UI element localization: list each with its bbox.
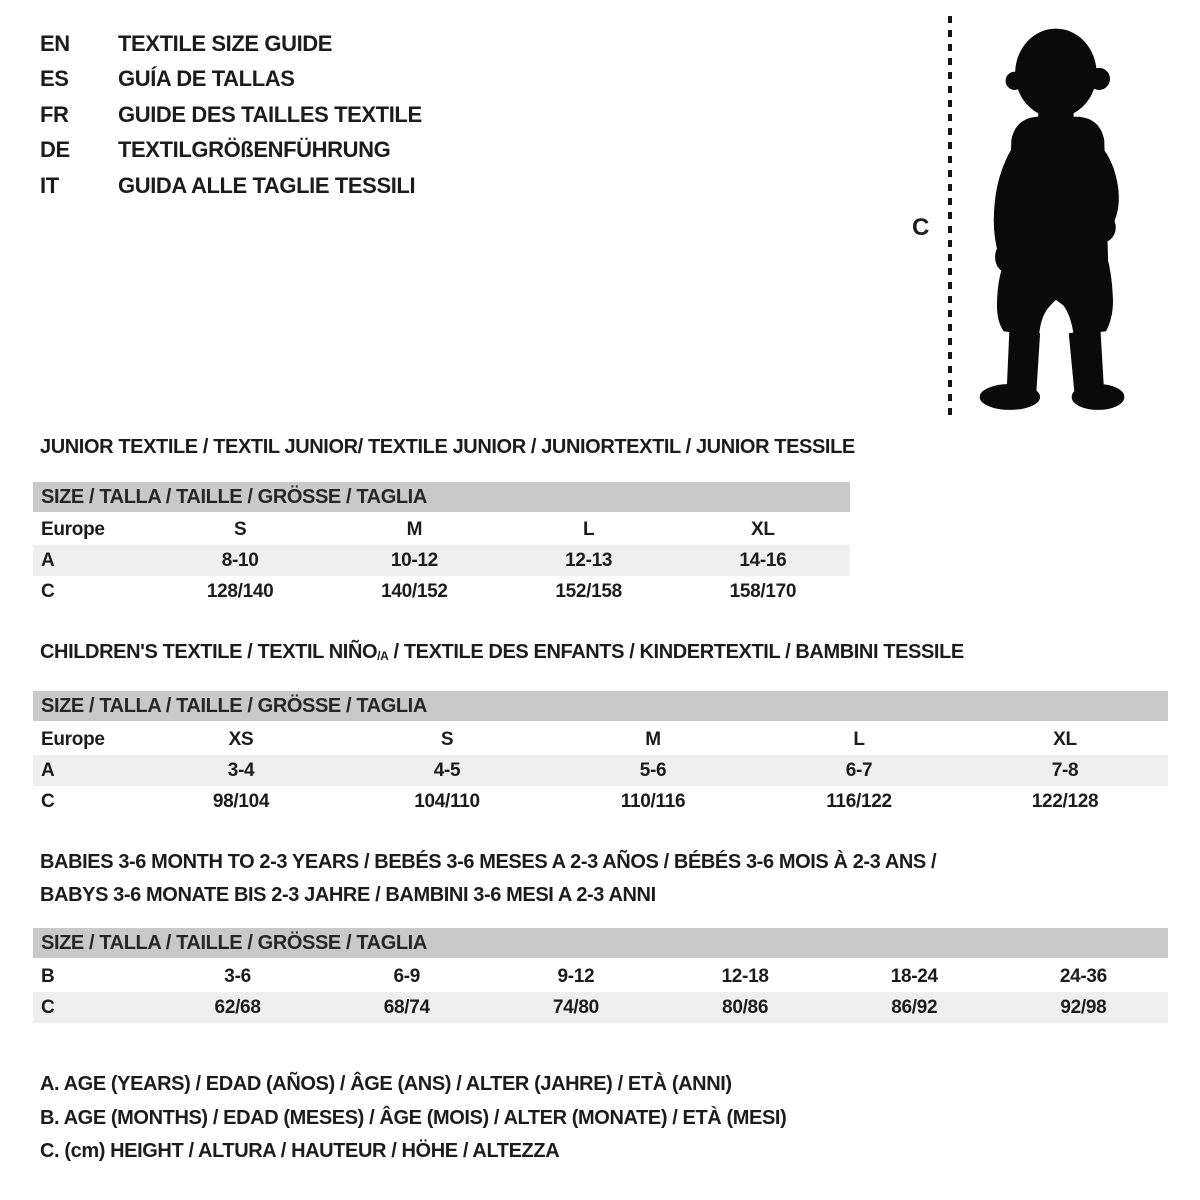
table-row [33,576,850,607]
list-item [40,97,422,133]
row-label: Europe [41,728,105,750]
size-cell: 140/152 [381,580,448,602]
children-size-header-bar: SIZE / TALLA / TAILLE / GRÖSSE / TAGLIA [33,691,1168,721]
size-cell: 4-5 [433,759,461,781]
measure-legend [40,1068,786,1169]
size-cell: XL [751,518,775,540]
size-cell: 24-36 [1059,965,1107,987]
size-cell: 68/74 [383,996,430,1018]
size-cell: M [645,728,661,750]
size-cell: 80/86 [722,996,769,1018]
legend-line-a: A. AGE (YEARS) / EDAD (AÑOS) / ÂGE (ANS) / ALTER (JAHRE) / ETÀ (ANNI) [40,1073,732,1096]
size-cell: 74/80 [552,996,599,1018]
size-cell: S [233,518,247,540]
size-cell: 18-24 [890,965,938,987]
row-label: B [41,965,55,987]
language-code: DE [40,137,70,163]
size-cell: L [853,728,865,750]
children-title-prefix: CHILDREN'S TEXTILE / TEXTIL NIÑO [40,641,378,663]
legend-line-c: C. (cm) HEIGHT / ALTURA / HAUTEUR / HÖHE / ALTEZZA [40,1140,560,1163]
legend-line-b: B. AGE (MONTHS) / EDAD (MESES) / ÂGE (MOIS) / ALTER (MONATE) / ETÀ (MESI) [40,1106,787,1129]
size-cell: 10-12 [390,549,438,571]
list-item [40,62,422,98]
table-row [33,514,850,545]
size-cell: 116/122 [826,790,892,812]
children-title-suffix: / TEXTILE DES ENFANTS / KINDERTEXTIL / BAMBINI TESSILE [388,641,964,663]
size-cell: 3-4 [227,759,255,781]
babies-table [33,961,1168,1023]
size-cell: 12-18 [721,965,769,987]
row-label: C [41,790,55,812]
size-cell: 8-10 [221,549,259,571]
size-cell: 3-6 [224,965,251,987]
table-row [33,724,1168,755]
size-cell: XL [1053,728,1077,750]
size-cell: 12-13 [565,549,613,571]
size-cell: 86/92 [891,996,938,1018]
children-section-title [40,641,964,664]
table-row [33,992,1168,1023]
toddler-silhouette-icon [962,14,1144,414]
size-cell: XS [228,728,254,750]
list-item [40,168,422,204]
babies-section-title-line1: BABIES 3-6 MONTH TO 2-3 YEARS / BEBÉS 3-6 MESES A 2-3 AÑOS / BÉBÉS 3-6 MOIS À 2-3 ANS / [40,851,937,873]
size-cell: 14-16 [739,549,787,571]
table-row [33,786,1168,817]
row-label: C [41,580,55,602]
row-label: Europe [41,518,105,540]
size-cell: 104/110 [414,790,480,812]
height-dashed-line [948,16,952,416]
size-cell: 62/68 [214,996,261,1018]
size-cell: L [582,518,595,540]
size-cell: 152/158 [555,580,622,602]
babies-size-header-bar: SIZE / TALLA / TAILLE / GRÖSSE / TAGLIA [33,928,1168,958]
language-code: FR [40,101,69,127]
size-cell: 98/104 [212,790,270,812]
size-cell: 128/140 [206,580,274,602]
row-label: A [41,549,55,571]
language-code: IT [40,172,59,198]
children-table [33,724,1168,817]
junior-table [33,514,850,607]
table-row [33,755,1168,786]
size-cell: 92/98 [1060,996,1107,1018]
size-cell: 9-12 [557,965,595,987]
guide-title: GUÍA DE TALLAS [118,66,295,92]
junior-section-title: JUNIOR TEXTILE / TEXTIL JUNIOR/ TEXTILE JUNIOR / JUNIORTEXTIL / JUNIOR TESSILE [40,436,855,458]
row-label: C [41,996,55,1018]
children-title-subscript: /A [377,649,389,664]
height-measure-label: C [912,214,930,241]
size-cell: 7-8 [1051,759,1079,781]
guide-title: GUIDE DES TAILLES TEXTILE [118,101,422,127]
list-item [40,133,422,169]
size-cell: 6-7 [845,759,873,781]
guide-title: GUIDA ALLE TAGLIE TESSILI [118,172,416,198]
list-item [40,26,422,62]
language-title-list [40,26,422,204]
size-cell: 110/116 [620,790,686,812]
size-cell: 158/170 [729,580,797,602]
size-cell: 122/128 [1031,790,1099,812]
language-code: EN [40,30,70,56]
size-cell: 5-6 [639,759,667,781]
language-code: ES [40,66,69,92]
junior-size-header-bar: SIZE / TALLA / TAILLE / GRÖSSE / TAGLIA [33,482,850,512]
size-cell: S [440,728,454,750]
table-row [33,961,1168,992]
row-label: A [41,759,55,781]
guide-title: TEXTILE SIZE GUIDE [118,30,333,56]
size-cell: M [406,518,423,540]
babies-section-title-line2: BABYS 3-6 MONATE BIS 2-3 JAHRE / BAMBINI 3-6 MESI A 2-3 ANNI [40,884,656,906]
table-row [33,545,850,576]
size-cell: 6-9 [393,965,421,987]
guide-title: TEXTILGRÖßENFÜHRUNG [118,137,391,163]
